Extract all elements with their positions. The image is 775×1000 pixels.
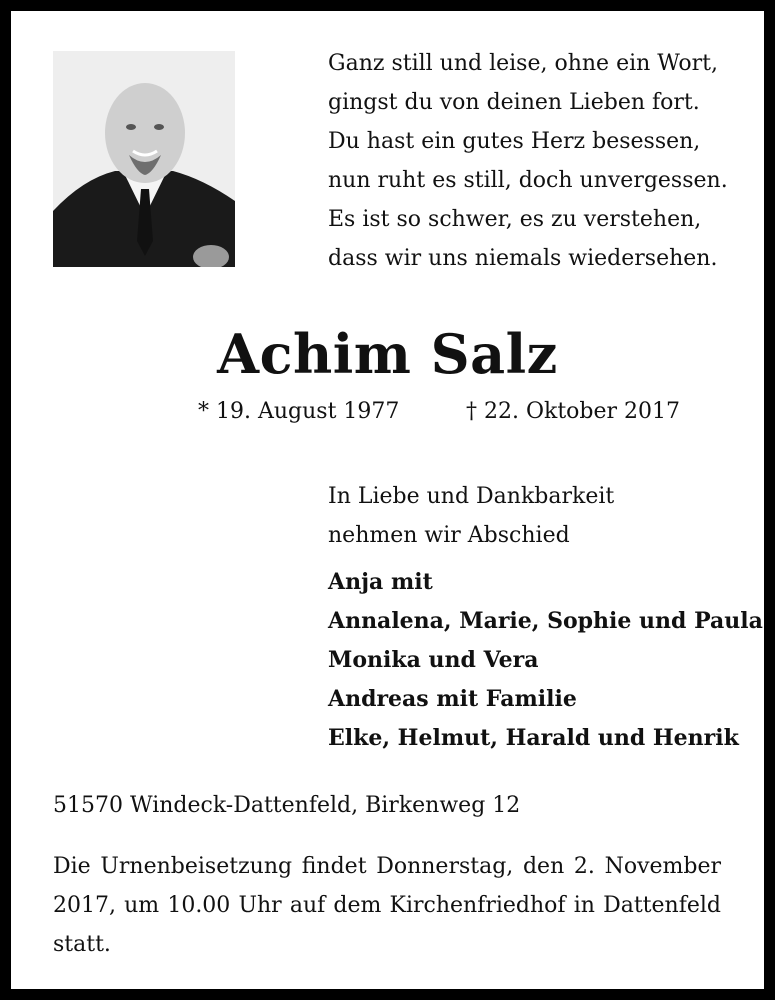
poem-line: gingst du von deinen Lieben fort. [328, 90, 700, 115]
poem-line: Es ist so schwer, es zu verstehen, [328, 207, 702, 232]
burial-notice: Die Urnenbeisetzung findet Donnerstag, den 2. November 2017, um 10.00 Uhr auf dem Kirchenfriedhof in Dattenfeld statt. [53, 854, 721, 957]
death-date: † 22. Oktober 2017 [466, 399, 681, 424]
farewell-line: In Liebe und Dankbarkeit [328, 484, 615, 509]
farewell-line: nehmen wir Abschied [328, 523, 570, 548]
birth-date: * 19. August 1977 [198, 399, 400, 424]
poem [328, 44, 728, 278]
poem-line: dass wir uns niemals wiedersehen. [328, 246, 718, 271]
mourner-line: Monika und Vera [328, 647, 539, 673]
poem-line: Du hast ein gutes Herz besessen, [328, 129, 701, 154]
mourners-list [328, 563, 763, 758]
family-address: 51570 Windeck-Dattenfeld, Birkenweg 12 [53, 793, 521, 818]
portrait-photo [53, 51, 235, 267]
mourner-line: Andreas mit Familie [328, 686, 577, 712]
poem-line: Ganz still und leise, ohne ein Wort, [328, 51, 719, 76]
portrait-image [53, 51, 235, 267]
mourner-line: Anja mit [328, 569, 433, 595]
mourner-line: Elke, Helmut, Harald und Henrik [328, 725, 739, 751]
mourner-line: Annalena, Marie, Sophie und Paula [328, 608, 763, 634]
poem-line: nun ruht es still, doch unvergessen. [328, 168, 728, 193]
farewell-text [328, 477, 614, 555]
deceased-name: Achim Salz [217, 322, 558, 386]
